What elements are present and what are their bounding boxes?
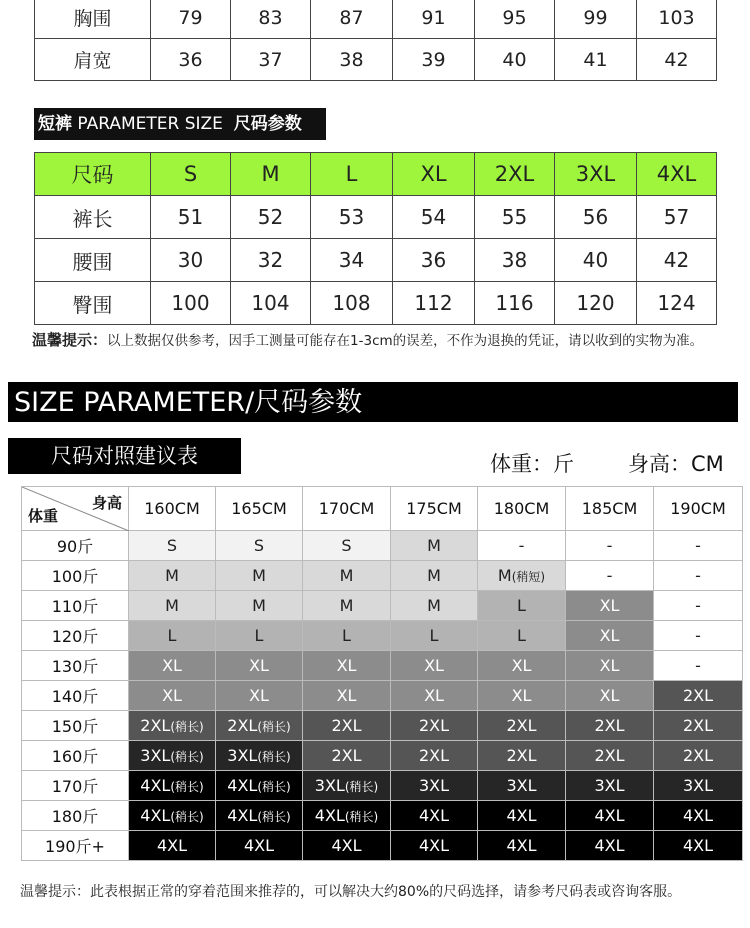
height-unit-label: 身高：CM — [628, 452, 724, 476]
size-cell — [129, 591, 216, 621]
size-value: 2XL — [331, 716, 362, 735]
size-note: (稍长) — [257, 720, 291, 734]
size-cell — [391, 561, 478, 591]
size-value: M — [165, 566, 179, 585]
table-cell: 83 — [231, 0, 311, 39]
weight-label: 150斤 — [22, 711, 129, 741]
size-cell — [129, 771, 216, 801]
size-value: - — [695, 566, 701, 585]
size-cell — [303, 831, 391, 861]
size-header-row — [35, 153, 717, 196]
size-cell — [216, 561, 303, 591]
weight-row — [22, 681, 743, 711]
size-cell — [216, 771, 303, 801]
tip-text: 以上数据仅供参考，因手工测量可能存在1-3cm的误差，不作为退换的凭证，请以收到的实物为准。 — [107, 333, 704, 349]
table-cell: 40 — [475, 39, 555, 81]
size-cell — [654, 561, 743, 591]
table-cell: 30 — [151, 239, 231, 282]
size-cell — [303, 801, 391, 831]
size-cell — [216, 831, 303, 861]
table-cell: 34 — [311, 239, 393, 282]
size-cell — [478, 651, 566, 681]
weight-label: 180斤 — [22, 801, 129, 831]
size-note: (稍长) — [170, 750, 204, 764]
size-value: XL — [424, 656, 444, 675]
size-value: 2XL — [682, 716, 714, 735]
table-cell: 87 — [311, 0, 393, 39]
size-cell — [566, 801, 654, 831]
weight-label: 140斤 — [22, 681, 129, 711]
height-header-cell: 190CM — [654, 487, 743, 531]
size-cell — [566, 831, 654, 861]
table-cell: 120 — [555, 282, 637, 325]
size-value: 2XL — [418, 716, 450, 735]
size-cell — [216, 621, 303, 651]
size-cell — [654, 531, 743, 561]
size-cell — [654, 831, 743, 861]
size-value: 4XL — [314, 806, 345, 825]
size-cell — [391, 621, 478, 651]
table-cell: 42 — [637, 239, 717, 282]
size-value: L — [429, 626, 439, 645]
corner-cell — [22, 487, 129, 531]
size-cell — [303, 531, 391, 561]
size-cell — [303, 651, 391, 681]
size-cell — [303, 711, 391, 741]
size-value: 2XL — [418, 746, 450, 765]
weight-row — [22, 651, 743, 681]
size-suggestion-banner: 尺码对照建议表 — [8, 438, 241, 474]
size-cell — [216, 681, 303, 711]
table-cell: 37 — [231, 39, 311, 81]
table-cell: 40 — [555, 239, 637, 282]
weight-row — [22, 531, 743, 561]
size-cell — [391, 651, 478, 681]
height-header-cell: 180CM — [478, 487, 566, 531]
size-value: - — [606, 536, 613, 555]
size-header-cell: S — [151, 153, 231, 196]
size-value: 4XL — [156, 836, 188, 855]
size-cell — [566, 531, 654, 561]
size-cell — [391, 741, 478, 771]
size-value: 3XL — [227, 746, 258, 765]
size-value: 3XL — [682, 776, 714, 795]
size-cell — [129, 711, 216, 741]
table-cell: 51 — [151, 196, 231, 239]
table-row — [35, 196, 717, 239]
size-note: (稍长) — [170, 780, 204, 794]
shorts-title-en: PARAMETER SIZE — [72, 114, 234, 134]
height-header-cell: 160CM — [129, 487, 216, 531]
shorts-parameter-banner — [34, 108, 326, 140]
shorts-size-table — [34, 152, 717, 325]
size-cell — [566, 771, 654, 801]
height-header-cell: 185CM — [566, 487, 654, 531]
size-value: XL — [249, 686, 269, 705]
size-value: 2XL — [140, 716, 171, 735]
size-cell — [478, 621, 566, 651]
table-cell: 36 — [151, 39, 231, 81]
table-cell: 39 — [393, 39, 475, 81]
table-row — [35, 0, 717, 39]
size-value: S — [341, 536, 352, 555]
size-header-cell: XL — [393, 153, 475, 196]
size-cell — [303, 621, 391, 651]
table-cell: 38 — [475, 239, 555, 282]
table-cell: 100 — [151, 282, 231, 325]
weight-label: 110斤 — [22, 591, 129, 621]
size-note: (稍长) — [257, 780, 291, 794]
size-value: XL — [599, 686, 620, 705]
size-value: M — [252, 596, 266, 615]
size-value: - — [695, 596, 701, 615]
size-cell — [216, 711, 303, 741]
size-cell — [566, 621, 654, 651]
size-cell — [478, 801, 566, 831]
size-cell — [129, 651, 216, 681]
size-value: XL — [336, 686, 357, 705]
weight-row — [22, 771, 743, 801]
weight-row — [22, 621, 743, 651]
size-value: 4XL — [140, 776, 171, 795]
size-cell — [478, 531, 566, 561]
weight-label: 160斤 — [22, 741, 129, 771]
size-value: - — [606, 566, 613, 585]
size-cell — [216, 591, 303, 621]
table-cell: 53 — [311, 196, 393, 239]
table-cell: 112 — [393, 282, 475, 325]
weight-row — [22, 801, 743, 831]
size-cell — [478, 831, 566, 861]
table-cell: 36 — [393, 239, 475, 282]
size-cell — [654, 621, 743, 651]
shorts-title-cn: 尺码参数 — [233, 114, 302, 134]
size-cell — [391, 801, 478, 831]
size-value: 2XL — [331, 746, 362, 765]
weight-label: 100斤 — [22, 561, 129, 591]
table-cell: 54 — [393, 196, 475, 239]
header-label: 尺码 — [35, 153, 151, 196]
table-cell: 104 — [231, 282, 311, 325]
size-cell — [303, 771, 391, 801]
size-note: (稍长) — [344, 780, 379, 794]
size-cell — [654, 801, 743, 831]
height-header-cell: 175CM — [391, 487, 478, 531]
table-cell: 79 — [151, 0, 231, 39]
table-cell: 38 — [311, 39, 393, 81]
size-cell — [566, 681, 654, 711]
size-cell — [566, 591, 654, 621]
size-cell — [216, 531, 303, 561]
table-cell: 103 — [637, 0, 717, 39]
recommendation-tip: 温馨提示：此表根据正常的穿着范围来推荐的，可以解决大约80%的尺码选择，请参考尺码表或咨询客服。 — [20, 884, 682, 900]
tip-label: 温馨提示： — [32, 331, 108, 349]
corner-weight-label: 体重 — [28, 507, 59, 525]
size-cell — [129, 621, 216, 651]
size-value: XL — [599, 656, 620, 675]
size-cell — [391, 531, 478, 561]
size-cell — [303, 561, 391, 591]
size-value: 3XL — [506, 776, 537, 795]
size-value: L — [517, 626, 526, 645]
size-cell — [654, 681, 743, 711]
size-value: M — [339, 566, 354, 585]
size-note: (稍长) — [170, 720, 204, 734]
size-value: 4XL — [243, 836, 275, 855]
size-cell — [129, 681, 216, 711]
height-header-row — [22, 487, 743, 531]
size-cell — [216, 741, 303, 771]
size-value: 4XL — [418, 836, 450, 855]
weight-label: 120斤 — [22, 621, 129, 651]
size-note: (稍短) — [511, 570, 546, 584]
weight-label: 130斤 — [22, 651, 129, 681]
table-cell: 52 — [231, 196, 311, 239]
size-note: (稍长) — [170, 810, 204, 824]
table-cell: 99 — [555, 0, 637, 39]
row-label: 裤长 — [35, 196, 151, 239]
size-cell — [566, 561, 654, 591]
weight-label: 90斤 — [22, 531, 129, 561]
size-cell — [216, 651, 303, 681]
size-parameter-banner: SIZE PARAMETER/尺码参数 — [8, 382, 738, 422]
size-value: XL — [599, 596, 620, 615]
size-value: M — [497, 566, 512, 585]
size-cell — [654, 741, 743, 771]
size-cell — [478, 681, 566, 711]
measurement-tip — [32, 330, 722, 351]
row-label: 肩宽 — [35, 39, 151, 81]
size-cell — [216, 801, 303, 831]
size-cell — [391, 771, 478, 801]
size-value: 2XL — [594, 746, 625, 765]
size-note: (稍长) — [344, 810, 379, 824]
size-cell — [566, 711, 654, 741]
weight-row — [22, 711, 743, 741]
weight-row — [22, 831, 743, 861]
row-label: 腰围 — [35, 239, 151, 282]
size-value: 4XL — [594, 836, 625, 855]
size-value: M — [427, 596, 441, 615]
size-value: 4XL — [506, 836, 537, 855]
size-cell — [654, 771, 743, 801]
table-cell: 41 — [555, 39, 637, 81]
size-value: M — [427, 536, 441, 555]
size-value: 2XL — [227, 716, 258, 735]
corner-height-label: 身高 — [91, 494, 122, 512]
size-value: L — [517, 596, 526, 615]
size-value: - — [695, 626, 701, 645]
size-value: 4XL — [331, 836, 362, 855]
size-cell — [391, 711, 478, 741]
size-value: 3XL — [418, 776, 450, 795]
size-cell — [129, 801, 216, 831]
size-value: 3XL — [594, 776, 625, 795]
table-row — [35, 39, 717, 81]
table-row — [35, 239, 717, 282]
size-value: XL — [336, 656, 357, 675]
weight-unit-label: 体重：斤 — [490, 452, 574, 476]
table-cell: 124 — [637, 282, 717, 325]
size-cell — [566, 741, 654, 771]
weight-row — [22, 561, 743, 591]
size-value: XL — [249, 656, 269, 675]
size-value: S — [253, 536, 265, 555]
size-value: - — [695, 536, 701, 555]
size-value: 4XL — [418, 806, 450, 825]
table-cell: 32 — [231, 239, 311, 282]
size-cell — [654, 711, 743, 741]
size-cell — [478, 771, 566, 801]
weight-label: 170斤 — [22, 771, 129, 801]
table-cell: 108 — [311, 282, 393, 325]
table-row — [35, 282, 717, 325]
size-cell — [478, 711, 566, 741]
size-value: XL — [162, 656, 182, 675]
table-cell: 55 — [475, 196, 555, 239]
table-cell: 42 — [637, 39, 717, 81]
size-cell — [391, 681, 478, 711]
size-value: 4XL — [682, 836, 714, 855]
size-cell — [654, 651, 743, 681]
size-cell — [303, 741, 391, 771]
size-note: (稍长) — [257, 810, 291, 824]
size-cell — [129, 561, 216, 591]
height-header-cell: 165CM — [216, 487, 303, 531]
table-cell: 91 — [393, 0, 475, 39]
size-cell — [654, 591, 743, 621]
size-header-cell: L — [311, 153, 393, 196]
size-value: 2XL — [506, 716, 537, 735]
size-value: 4XL — [506, 806, 537, 825]
size-value: 4XL — [140, 806, 171, 825]
size-value: M — [252, 566, 266, 585]
size-note: (稍长) — [257, 750, 291, 764]
shorts-title-bold: 短裤 — [38, 114, 72, 134]
row-label: 臀围 — [35, 282, 151, 325]
size-value: XL — [511, 656, 532, 675]
size-cell — [391, 831, 478, 861]
size-header-cell: 4XL — [637, 153, 717, 196]
size-header-cell: 3XL — [555, 153, 637, 196]
size-value: 2XL — [506, 746, 537, 765]
size-value: M — [165, 596, 179, 615]
table-cell: 57 — [637, 196, 717, 239]
size-value: XL — [511, 686, 532, 705]
size-cell — [478, 591, 566, 621]
size-value: - — [518, 536, 525, 555]
size-cell — [129, 741, 216, 771]
size-value: L — [254, 626, 264, 645]
height-header-cell: 170CM — [303, 487, 391, 531]
size-value: M — [427, 566, 441, 585]
size-value: 3XL — [140, 746, 171, 765]
size-cell — [391, 591, 478, 621]
size-value: XL — [424, 686, 444, 705]
table-cell: 56 — [555, 196, 637, 239]
weight-row — [22, 591, 743, 621]
size-reference-table — [21, 486, 743, 861]
size-value: L — [167, 626, 177, 645]
size-cell — [566, 651, 654, 681]
size-value: XL — [162, 686, 182, 705]
size-header-cell: 2XL — [475, 153, 555, 196]
size-cell — [129, 831, 216, 861]
weight-label: 190斤+ — [22, 831, 129, 861]
size-cell — [303, 681, 391, 711]
size-value: 4XL — [682, 806, 714, 825]
table-cell: 116 — [475, 282, 555, 325]
size-cell — [478, 741, 566, 771]
size-value: 4XL — [227, 806, 258, 825]
weight-row — [22, 741, 743, 771]
size-value: M — [339, 596, 354, 615]
size-value: 4XL — [227, 776, 258, 795]
size-value: - — [695, 656, 701, 675]
size-value: 2XL — [594, 716, 625, 735]
size-value: 3XL — [314, 776, 345, 795]
size-value: S — [166, 536, 178, 555]
size-value: 4XL — [594, 806, 625, 825]
size-cell — [303, 591, 391, 621]
size-value: XL — [599, 626, 620, 645]
size-value: 2XL — [682, 746, 714, 765]
size-value: L — [342, 626, 351, 645]
table-cell: 95 — [475, 0, 555, 39]
size-value: 2XL — [682, 686, 714, 705]
size-cell — [129, 531, 216, 561]
size-cell — [478, 561, 566, 591]
size-header-cell: M — [231, 153, 311, 196]
chest-shoulder-table — [34, 0, 717, 81]
row-label: 胸围 — [35, 0, 151, 39]
